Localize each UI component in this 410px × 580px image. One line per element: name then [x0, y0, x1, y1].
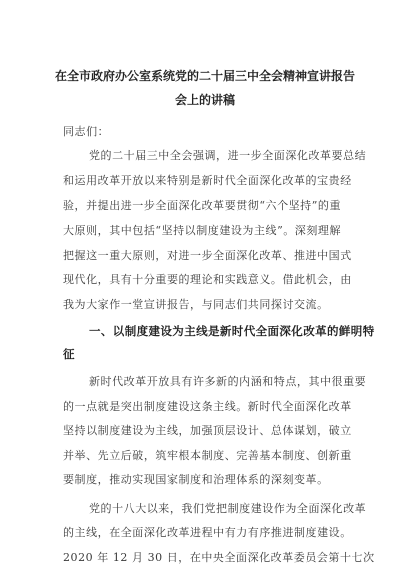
paragraph-line: 和运用改革开放以来特别是新时代全面深化改革的宝贵经 [63, 174, 352, 187]
paragraph-line: 把握这一重大原则，对进一步全面深化改革、推进中国式 [63, 249, 352, 262]
paragraph-line: 的主线，在全面深化改革进程中有力有序推进制度建设。 [63, 526, 352, 539]
paragraph-line: 验，并提出进一步全面深化改革要贯彻“六个坚持”的重 [63, 199, 341, 212]
paragraph-line: 坚持以制度建设为主线，加强顶层设计、总体谋划，破立 [63, 424, 352, 437]
paragraph-line: 现代化，具有十分重要的理论和实践意义。借此机会，由 [63, 273, 352, 286]
paragraph-line: 党的二十届三中全会强调，进一步全面深化改革要总结 [89, 149, 367, 162]
paragraph-line: 并举、先立后破，筑牢根本制度、完善基本制度、创新重 [63, 449, 352, 462]
section-heading-line: 一、以制度建设为主线是新时代全面深化改革的鲜明特 [89, 324, 375, 338]
document-title-line-1: 在全市政府办公室系统党的二十届三中全会精神宣讲报告 [54, 69, 355, 83]
paragraph-line: 新时代改革开放具有许多新的内涵和特点，其中很重要 [89, 375, 367, 388]
paragraph-line: 的一点就是突出制度建设这条主线。新时代全面深化改革 [63, 400, 352, 413]
section-heading-line: 征 [63, 347, 75, 361]
document-title-line-2: 会上的讲稿 [174, 93, 235, 107]
paragraph-line: 党的十八大以来，我们党把制度建设作为全面深化改革 [89, 502, 367, 515]
paragraph-line: 要制度，推动实现国家制度和治理体系的深刻变革。 [63, 473, 329, 486]
paragraph-line: 大原则，其中包括“坚持以制度建设为主线”。深刻理解 [63, 224, 341, 237]
salutation: 同志们： [63, 125, 110, 138]
paragraph-line: 我为大家作一堂宣讲报告，与同志们共同探讨交流。 [63, 298, 329, 311]
paragraph-line: 2020 年 12 月 30 日，在中央全面深化改革委员会第十七次 [63, 551, 375, 564]
